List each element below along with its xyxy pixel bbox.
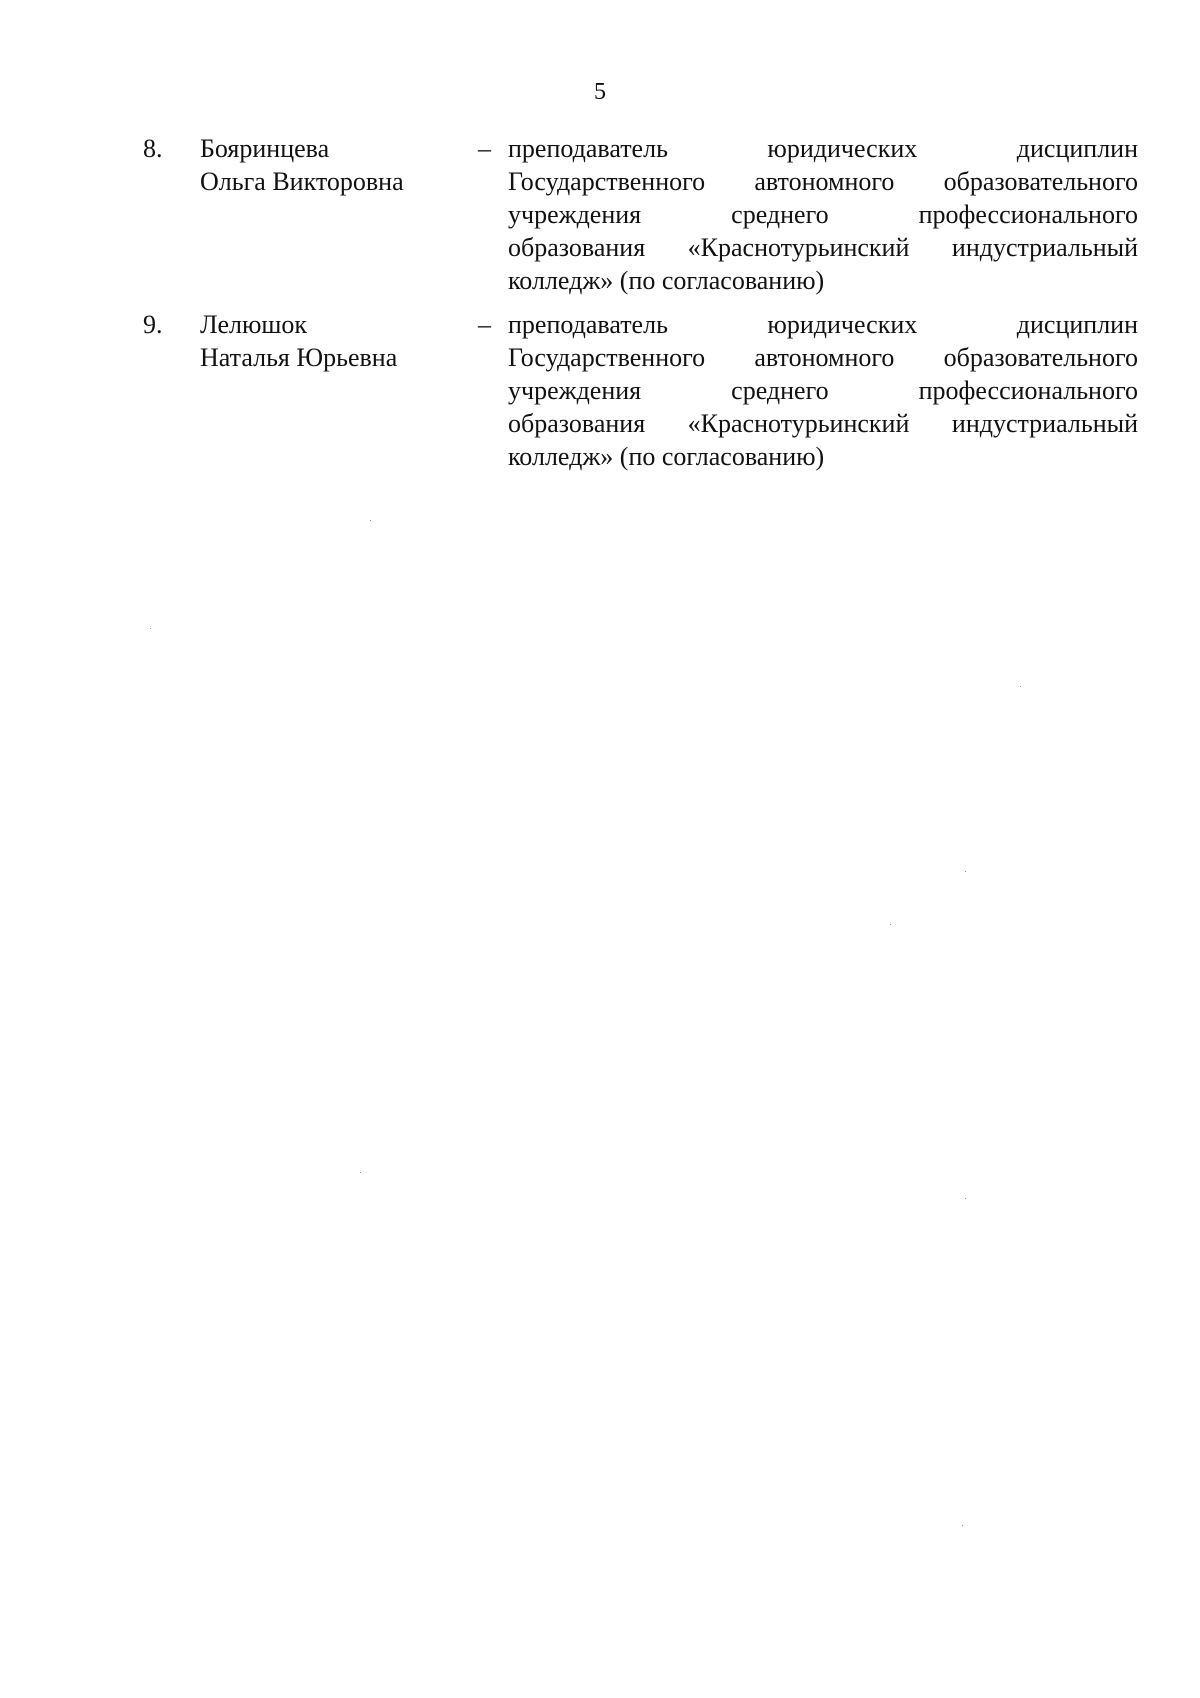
person-given-names: Наталья Юрьевна [200,343,398,372]
scan-speck [890,924,891,925]
description-line: образования «Краснотурьинский индустриальный [508,409,1138,438]
person-surname: Лелюшок [200,310,308,339]
description-line: учреждения среднего профессионального [508,376,1138,405]
person-name [200,132,460,198]
description-line: колледж» (по согласованию) [508,442,825,471]
scan-speck [360,1172,361,1173]
scan-speck [370,520,371,521]
description-line: учреждения среднего профессионального [508,200,1138,229]
item-number: 9. [143,310,163,339]
scan-speck [1020,686,1021,687]
description-line: Государственного автономного образовательного [508,343,1138,372]
item-number: 8. [143,134,163,163]
dash-separator: – [478,310,491,339]
page-number: 5 [594,79,606,105]
position-description [508,308,1138,473]
position-description [508,132,1138,297]
list-item [0,308,1200,488]
member-list [0,132,1200,488]
description-line: образования «Краснотурьинский индустриальный [508,233,1138,262]
scan-speck [150,628,151,629]
description-line: преподаватель юридических дисциплин [508,134,1138,163]
scan-speck [965,1198,966,1199]
description-line: преподаватель юридических дисциплин [508,310,1138,339]
person-surname: Бояринцева [200,134,330,163]
scan-speck [965,871,966,872]
description-line: Государственного автономного образовательного [508,167,1138,196]
person-given-names: Ольга Викторовна [200,167,404,196]
scan-speck [962,1525,963,1526]
list-item [0,132,1200,308]
dash-separator: – [478,134,491,163]
person-name [200,308,460,374]
description-line: колледж» (по согласованию) [508,266,825,295]
